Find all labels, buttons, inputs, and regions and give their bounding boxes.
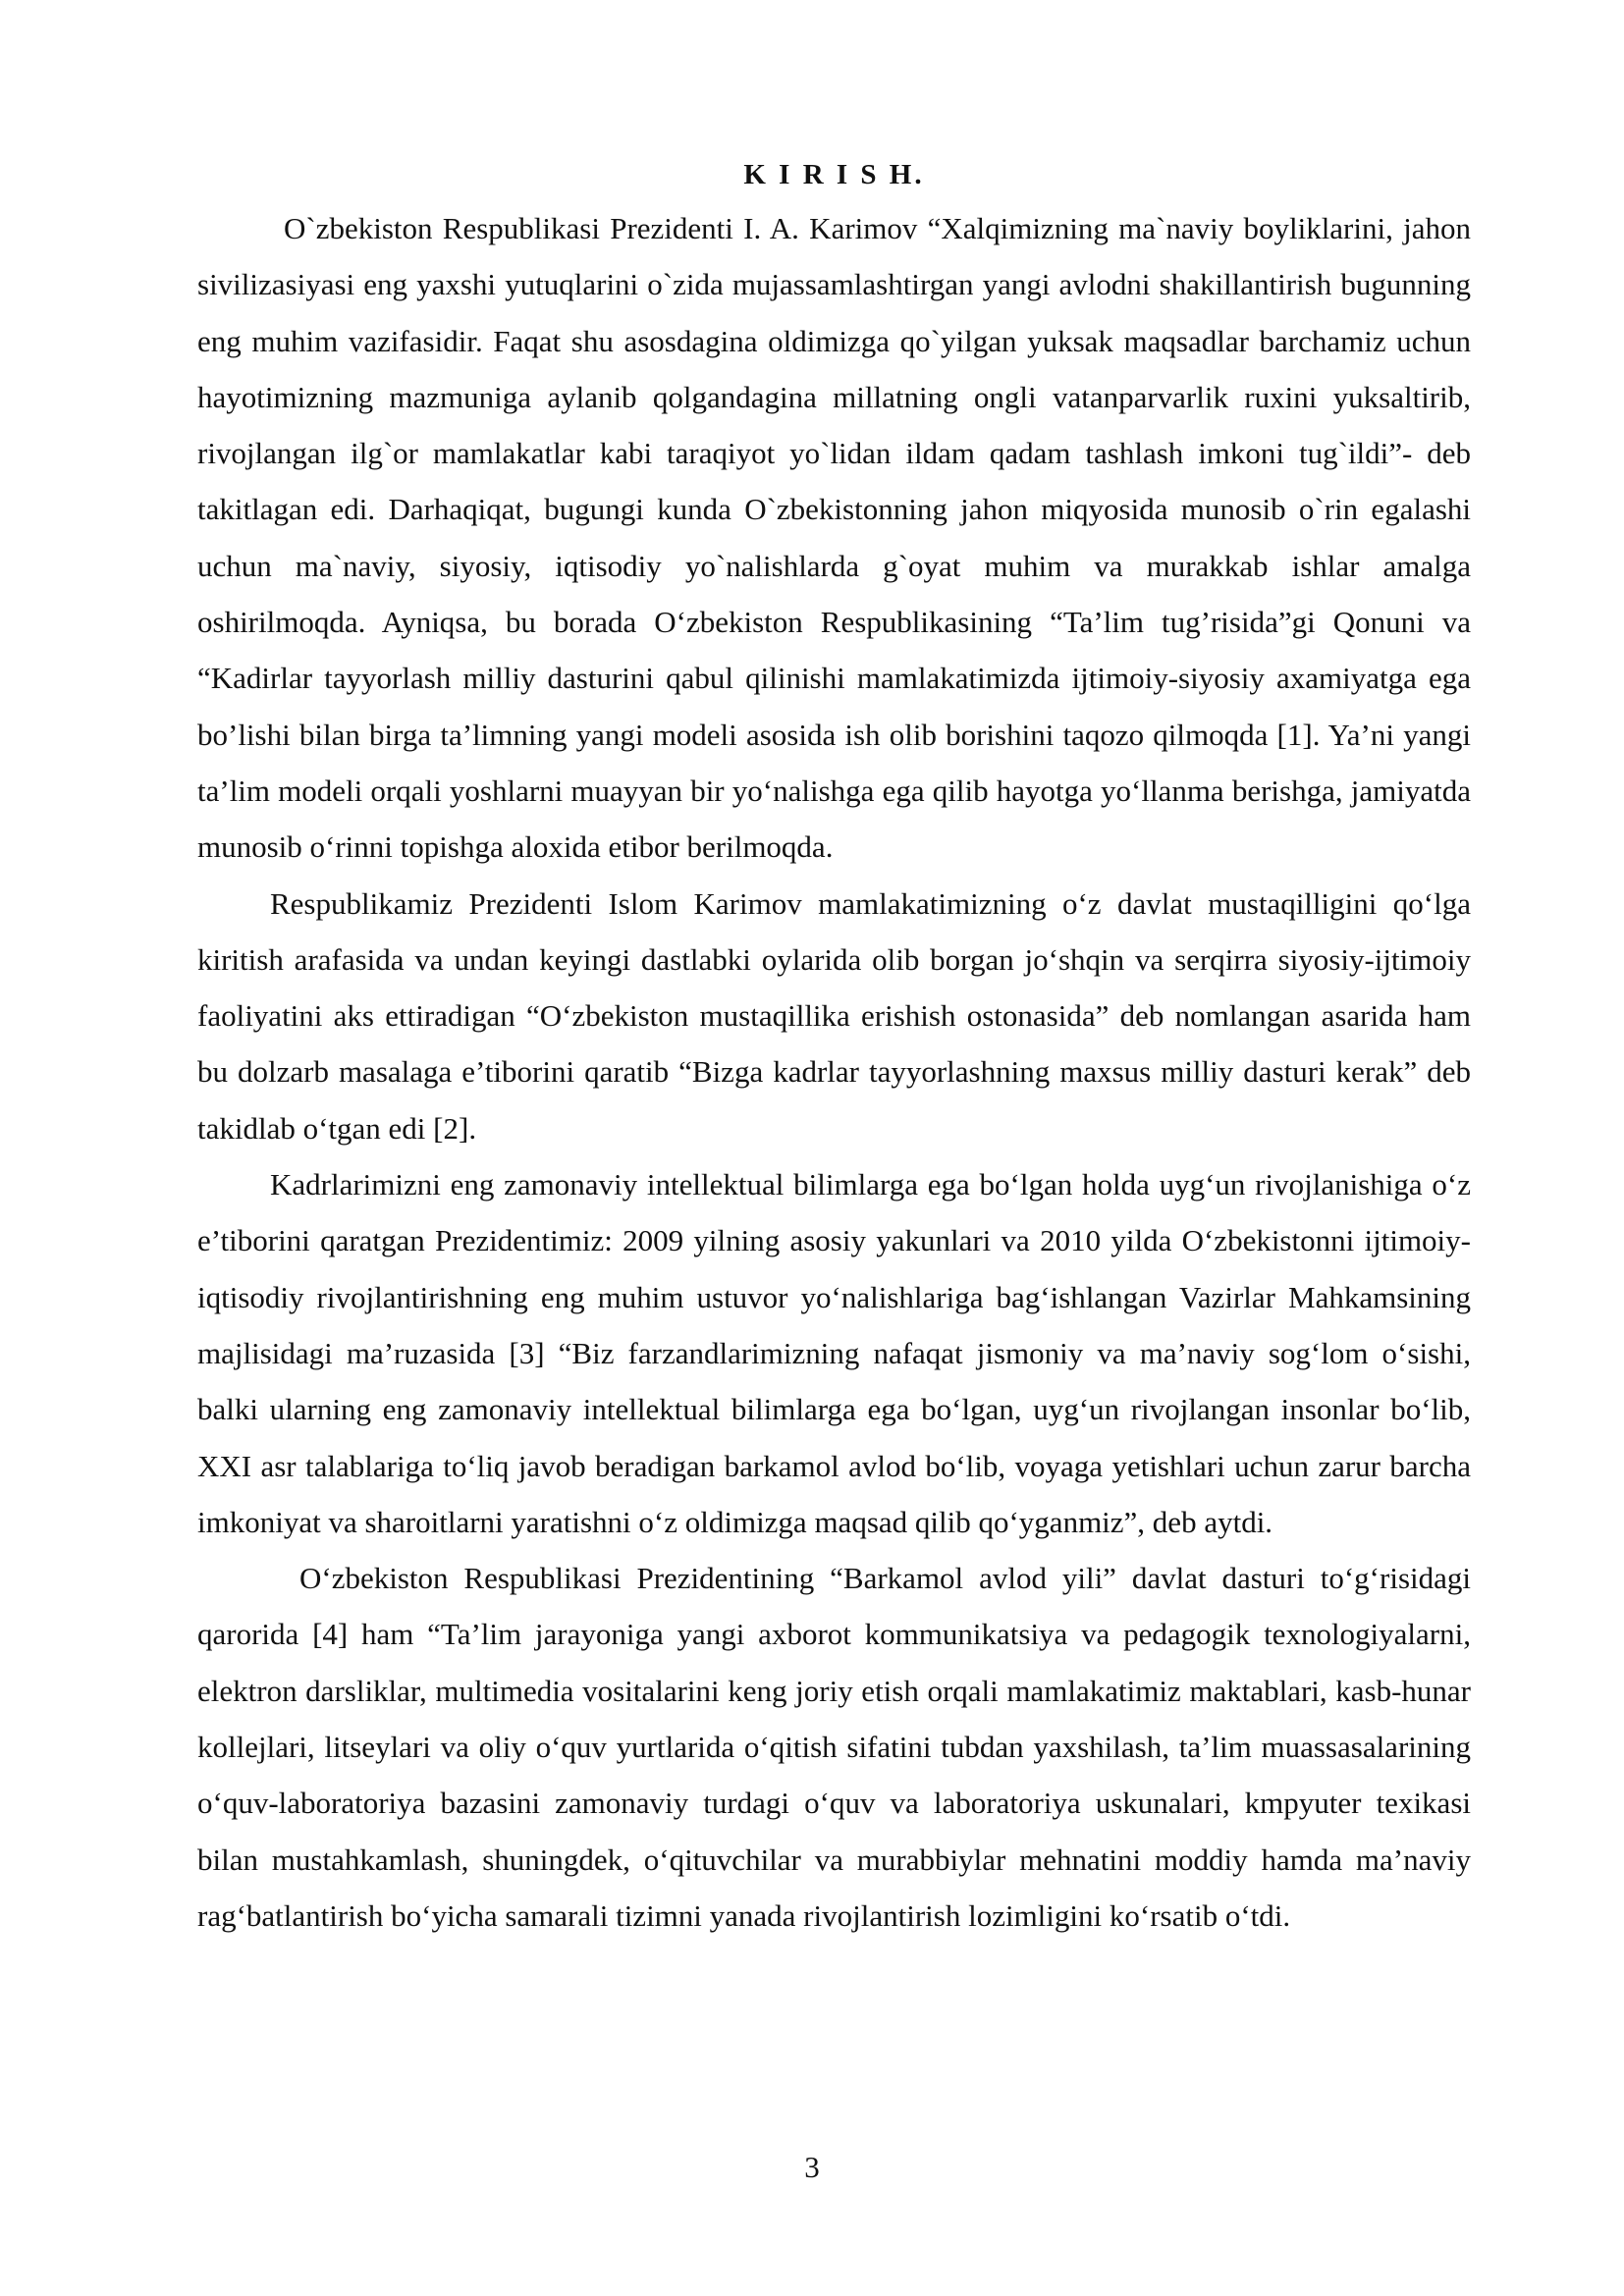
paragraph-1: O`zbekiston Respublikasi Prezidenti I. A. Karimov “Xalqimizning ma`naviy boyliklarini, jahon sivilizasiyasi eng yaxshi yutuqlarini o`zida mujassamlashtirgan yangi avlodni shakillantirish bugunning eng muhim vazifasidir. Faqat shu asosdagina oldimizga qo`yilgan yuksak maqsadlar barchamiz uchun hayotimizning mazmuniga aylanib qolgandagina millatning ongli vatanparvarlik ruxini yuksaltirib, rivojlangan ilg`or mamlakatlar kabi taraqiyot yo`lidan ildam qadam tashlash imkoni tug`ildi”- deb takitlagan edi. Darhaqiqat, bugungi kunda O`zbekistonning jahon miqyosida munosib o`rin egalashi uchun ma`naviy, siyosiy, iqtisodiy yo`nalishlarda g`oyat muhim va murakkab ishlar amalga oshirilmoqda. Ayniqsa, bu borada O‘zbekiston Respublikasining “Ta’lim tug’risida”gi Qonuni va “Kadirlar tayyorlash milliy dasturini qabul qilinishi mamlakatimizda ijtimoiy-siyosiy axamiyatga ega bo’lishi bilan birga ta’limning yangi modeli asosida ish olib borishini taqozo qilmoqda [1]. Ya’ni yangi ta’lim modeli orqali yoshlarni muayyan bir yo‘nalishga ega qilib hayotga yo‘llanma berishga, jamiyatda munosib o‘rinni topishga aloxida etibor berilmoqda. bbox=[197, 211, 1471, 865]
page-content bbox=[197, 149, 1471, 1944]
paragraph-4: O‘zbekiston Respublikasi Prezidentining “Barkamol avlod yili” davlat dasturi to‘g‘risidagi qarorida [4] ham “Ta’lim jarayoniga yangi axborot kommunikatsiya va pedagogik texnologiyalarni, elektron darsliklar, multimedia vositalarini keng joriy etish orqali mamlakatimiz maktablari, kasb-hunar kollejlari, litseylari va oliy o‘quv yurtlarida o‘qitish sifatini tubdan yaxshilash, ta’lim muassasalarining o‘quv-laboratoriya bazasini zamonaviy turdagi o‘quv va laboratoriya uskunalari, kmpyuter texikasi bilan mustahkamlash, shuningdek, o‘qituvchilar va murabbiylar mehnatini moddiy hamda ma’naviy rag‘batlantirish bo‘yicha samarali tizimni yanada rivojlantirish lozimligini ko‘rsatib o‘tdi. bbox=[197, 1561, 1471, 1933]
page-number: 3 bbox=[804, 2150, 820, 2184]
paragraph-2: Respublikamiz Prezidenti Islom Karimov mamlakatimizning o‘z davlat mustaqilligini qo‘lga kiritish arafasida va undan keyingi dastlabki oylarida olib borgan jo‘shqin va serqirra siyosiy-ijtimoiy faoliyatini aks ettiradigan “O‘zbekiston mustaqillika erishish ostonasida” deb nomlangan asarida ham bu dolzarb masalaga e’tiborini qaratib “Bizga kadrlar tayyorlashning maxsus milliy dasturi kerak” deb takidlab o‘tgan edi [2]. bbox=[197, 885, 1471, 1146]
paragraph-3: Kadrlarimizni eng zamonaviy intellektual bilimlarga ega bo‘lgan holda uyg‘un rivojlanishiga o‘z e’tiborini qaratgan Prezidentimiz: 2009 yilning asosiy yakunlari va 2010 yilda O‘zbekistonni ijtimoiy-iqtisodiy rivojlantirishning eng muhim ustuvor yo‘nalishlariga bag‘ishlangan Vazirlar Mahkamsining majlisidagi ma’ruzasida [3] “Biz farzandlarimizning nafaqat jismoniy va ma’naviy sog‘lom o‘sishi, balki ularning eng zamonaviy intellektual bilimlarga ega bo‘lgan, uyg‘un rivojlangan insonlar bo‘lib, XXI asr talablariga to‘liq javob beradigan barkamol avlod bo‘lib, voyaga yetishlari uchun zarur barcha imkoniyat va sharoitlarni yaratishni o‘z oldimizga maqsad qilib qo‘yganmiz”, deb aytdi. bbox=[197, 1167, 1471, 1539]
section-title: K I R I S H. bbox=[743, 159, 925, 190]
